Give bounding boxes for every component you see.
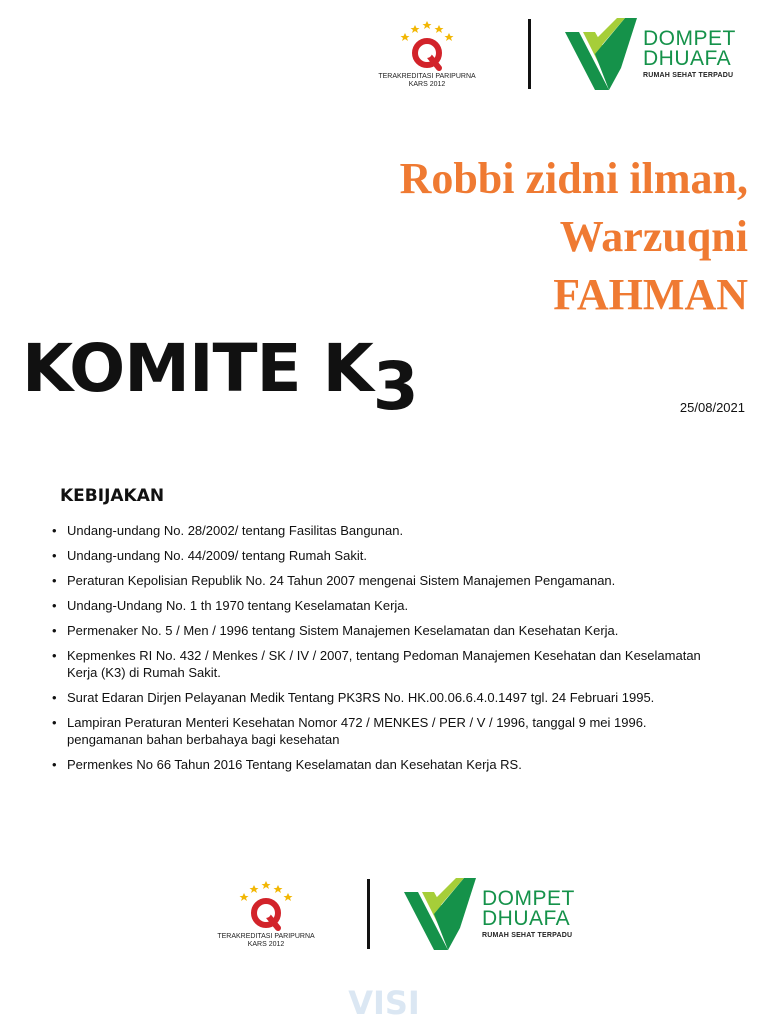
title-subscript: 3 bbox=[372, 348, 418, 425]
list-item: • Surat Edaran Dirjen Pelayanan Medik Tentang PK3RS No. HK.00.06.6.4.0.1497 tgl. 24 Februari 1995. bbox=[52, 689, 702, 706]
list-item: • Undang-undang No. 28/2002/ tentang Fasilitas Bangunan. bbox=[52, 522, 702, 539]
header-logos bbox=[372, 18, 736, 90]
motto bbox=[400, 150, 748, 324]
list-item: • Permenaker No. 5 / Men / 1996 tentang Sistem Manajemen Keselamatan dan Kesehatan Kerja. bbox=[52, 622, 702, 639]
brand-line1: DOMPET bbox=[643, 27, 736, 50]
motto-line2: Warzuqni bbox=[559, 212, 748, 261]
motto-line1: Robbi zidni ilman, bbox=[399, 154, 748, 203]
dompet-dhuafa-logo bbox=[565, 18, 736, 90]
motto-line3: FAHMAN bbox=[553, 270, 748, 319]
footer-logos bbox=[211, 878, 575, 950]
kars-emblem-icon bbox=[397, 19, 457, 71]
logo-divider bbox=[367, 879, 370, 949]
next-section-title: VISI bbox=[348, 984, 420, 1022]
slide-date: 25/08/2021 bbox=[679, 400, 745, 415]
list-item: • Peraturan Kepolisian Republik No. 24 Tahun 2007 mengenai Sistem Manajemen Pengamanan. bbox=[52, 572, 702, 589]
brand-line1: DOMPET bbox=[482, 887, 575, 910]
dompet-dhuafa-logo bbox=[404, 878, 575, 950]
list-item: • Permenkes No 66 Tahun 2016 Tentang Keselamatan dan Kesehatan Kerja RS. bbox=[52, 756, 702, 773]
list-item: • Lampiran Peraturan Menteri Kesehatan Nomor 472 / MENKES / PER / V / 1996, tanggal 9 mei 1996. pengamanan bahan berbahaya bagi kesehatan bbox=[52, 714, 702, 748]
dompet-dhuafa-emblem-icon bbox=[565, 18, 639, 90]
brand-line2: DHUAFA bbox=[482, 907, 571, 930]
title-main: KOMITE K bbox=[22, 330, 373, 407]
kars-accreditation-logo bbox=[211, 879, 321, 949]
page-title bbox=[22, 330, 418, 425]
accreditation-line1: TERAKREDITASI PARIPURNA bbox=[217, 933, 315, 940]
accreditation-line2: KARS 2012 bbox=[247, 941, 285, 948]
list-item: • Undang-Undang No. 1 th 1970 tentang Keselamatan Kerja. bbox=[52, 597, 702, 614]
kars-accreditation-logo bbox=[372, 19, 482, 89]
logo-divider bbox=[528, 19, 531, 89]
list-item: • Kepmenkes RI No. 432 / Menkes / SK / IV / 2007, tentang Pedoman Manajemen Kesehatan dan Keselamatan Kerja (K3) di Rumah Sakit. bbox=[52, 647, 702, 681]
dompet-dhuafa-emblem-icon bbox=[404, 878, 478, 950]
list-item: • Undang-undang No. 44/2009/ tentang Rumah Sakit. bbox=[52, 547, 702, 564]
brand-tagline: RUMAH SEHAT TERPADU bbox=[482, 932, 573, 939]
kars-emblem-icon bbox=[236, 879, 296, 931]
brand-tagline: RUMAH SEHAT TERPADU bbox=[643, 72, 734, 79]
section-heading: KEBIJAKAN bbox=[60, 486, 165, 506]
policy-list bbox=[52, 522, 702, 781]
accreditation-line1: TERAKREDITASI PARIPURNA bbox=[378, 73, 476, 80]
accreditation-line2: KARS 2012 bbox=[408, 81, 446, 88]
brand-line2: DHUAFA bbox=[643, 47, 732, 70]
